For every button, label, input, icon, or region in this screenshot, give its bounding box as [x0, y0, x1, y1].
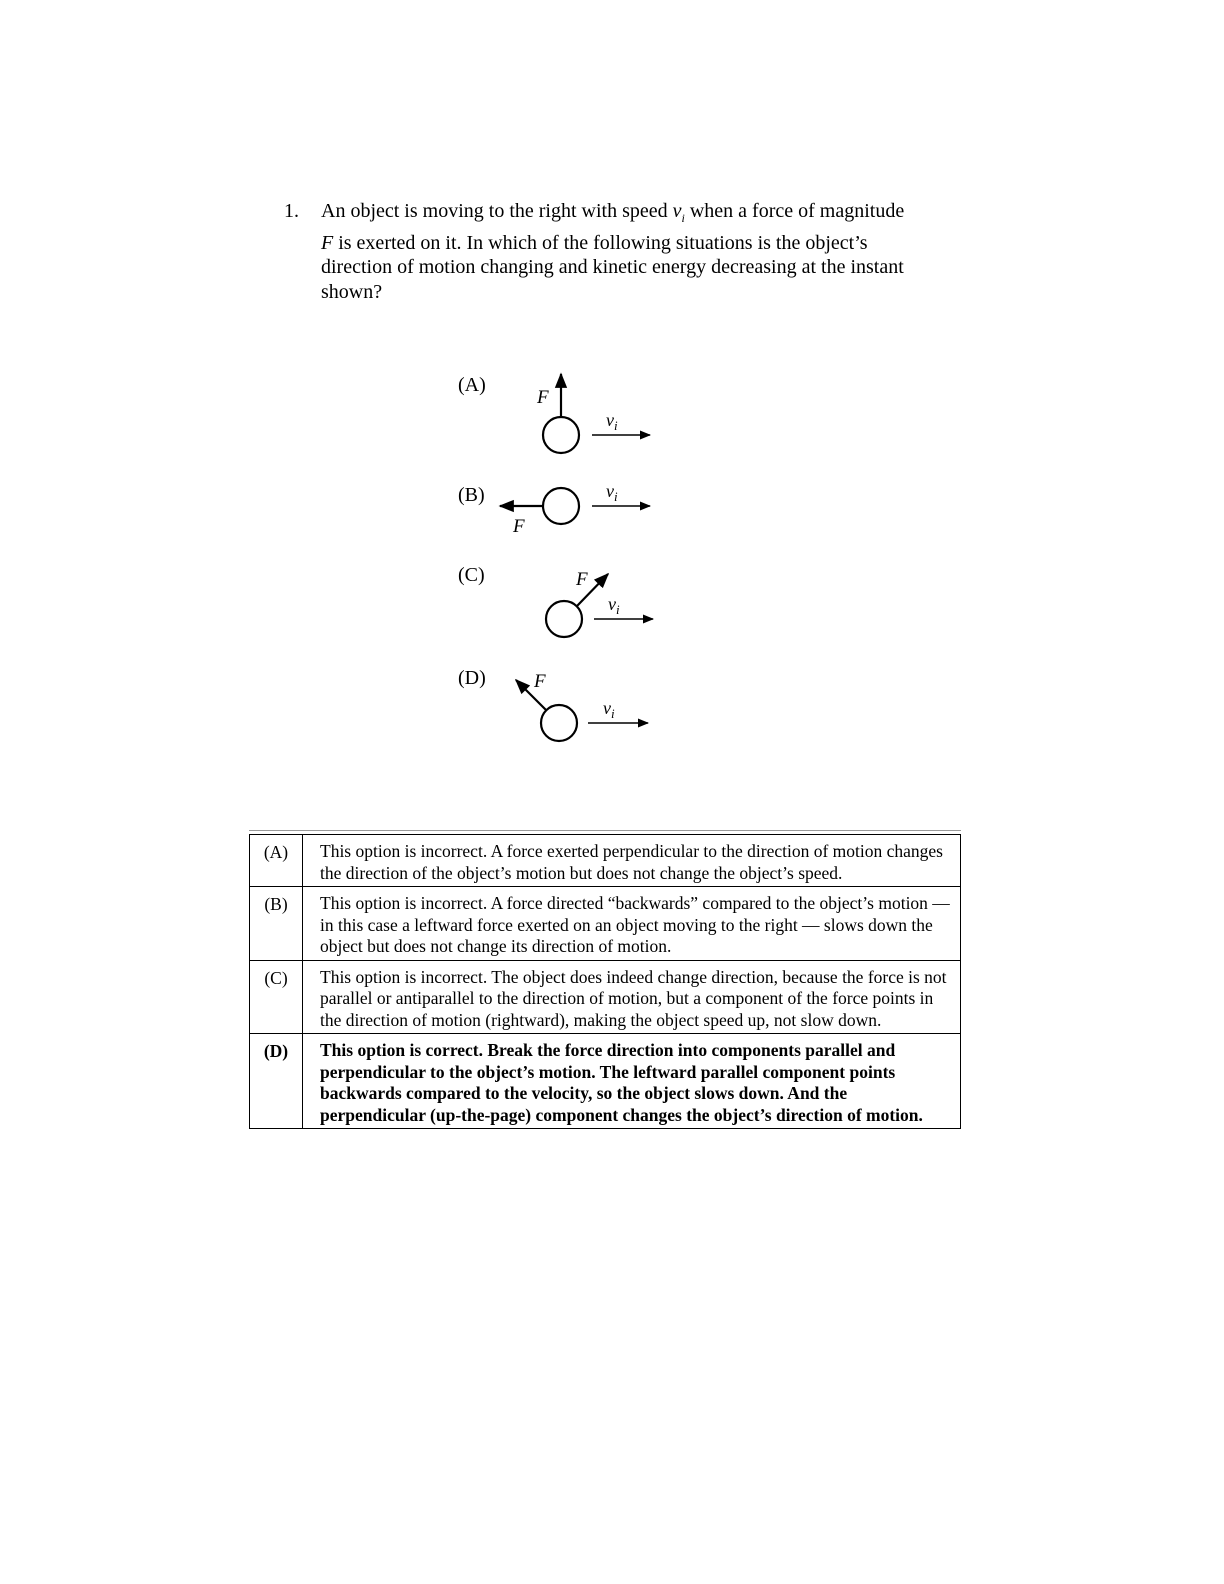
answer-key-c: (C) [250, 960, 303, 1034]
velocity-subscript-b: i [614, 489, 618, 504]
table-row [250, 1034, 961, 1129]
answer-key-a: (A) [250, 835, 303, 887]
object-a [543, 417, 579, 453]
option-b-diagram [458, 481, 650, 537]
force-label-c: F [576, 569, 588, 590]
answer-key-d: (D) [250, 1034, 303, 1129]
answer-explanations-table [249, 834, 961, 1129]
question-text [321, 199, 921, 304]
answer-explanation-b: This option is incorrect. A force directed “backwards” compared to the object’s motion — in this case a leftward force exerted on an object moving to the right — slows down the object but does not change its direction of motion. [303, 887, 961, 961]
answer-explanation-d: This option is correct. Break the force direction into components parallel and perpendicular to the object’s motion. The leftward parallel component points backwards compared to the velocity, so the object slows down. And the perpendicular (up-the-page) component changes the object’s direction of motion. [303, 1034, 961, 1129]
force-symbol: F [321, 231, 334, 254]
question-number: 1. [284, 200, 299, 222]
object-b [543, 488, 579, 524]
force-label-a: F [537, 387, 549, 408]
velocity-label-a [606, 410, 618, 433]
question-text-part3: is exerted on it. In which of the following situations is the object’s direction of motion changing and kinetic energy decreasing at the instant shown? [321, 231, 904, 303]
table-row [250, 887, 961, 961]
velocity-symbol-d: v [603, 698, 611, 718]
option-b-label: (B) [458, 484, 485, 506]
speed-subscript: i [681, 211, 685, 225]
velocity-symbol-c: v [608, 594, 616, 614]
speed-symbol: v [672, 200, 682, 222]
answer-explanation-c: This option is incorrect. The object does indeed change direction, because the force is not parallel or antiparallel to the direction of motion, but a component of the force points in the direction of motion (rightward), making the object speed up, not slow down. [303, 960, 961, 1034]
velocity-symbol-a: v [606, 410, 614, 430]
answer-explanation-a: This option is incorrect. A force exerted perpendicular to the direction of motion changes the direction of the object’s motion but does not change the object’s speed. [303, 835, 961, 887]
velocity-label-c [608, 594, 620, 617]
velocity-subscript-a: i [614, 418, 618, 433]
table-top-rule [249, 830, 961, 831]
velocity-subscript-c: i [616, 602, 620, 617]
force-diagram [440, 360, 700, 760]
answer-key-b: (B) [250, 887, 303, 961]
table-row [250, 960, 961, 1034]
velocity-symbol-b: v [606, 481, 614, 501]
question-text-part2: when a force of magnitude [684, 200, 905, 222]
table-row [250, 835, 961, 887]
velocity-subscript-d: i [611, 706, 615, 721]
velocity-label-d [603, 698, 615, 721]
force-label-b: F [513, 516, 525, 537]
option-a-diagram [458, 374, 650, 453]
object-d [541, 705, 577, 741]
force-label-d: F [534, 671, 546, 692]
object-c [546, 601, 582, 637]
option-d-label: (D) [458, 667, 486, 689]
option-c-diagram [458, 564, 653, 637]
option-a-label: (A) [458, 374, 486, 396]
velocity-label-b [606, 481, 618, 504]
option-d-diagram [458, 667, 648, 741]
question-text-part1: An object is moving to the right with speed [321, 200, 673, 222]
option-c-label: (C) [458, 564, 485, 586]
